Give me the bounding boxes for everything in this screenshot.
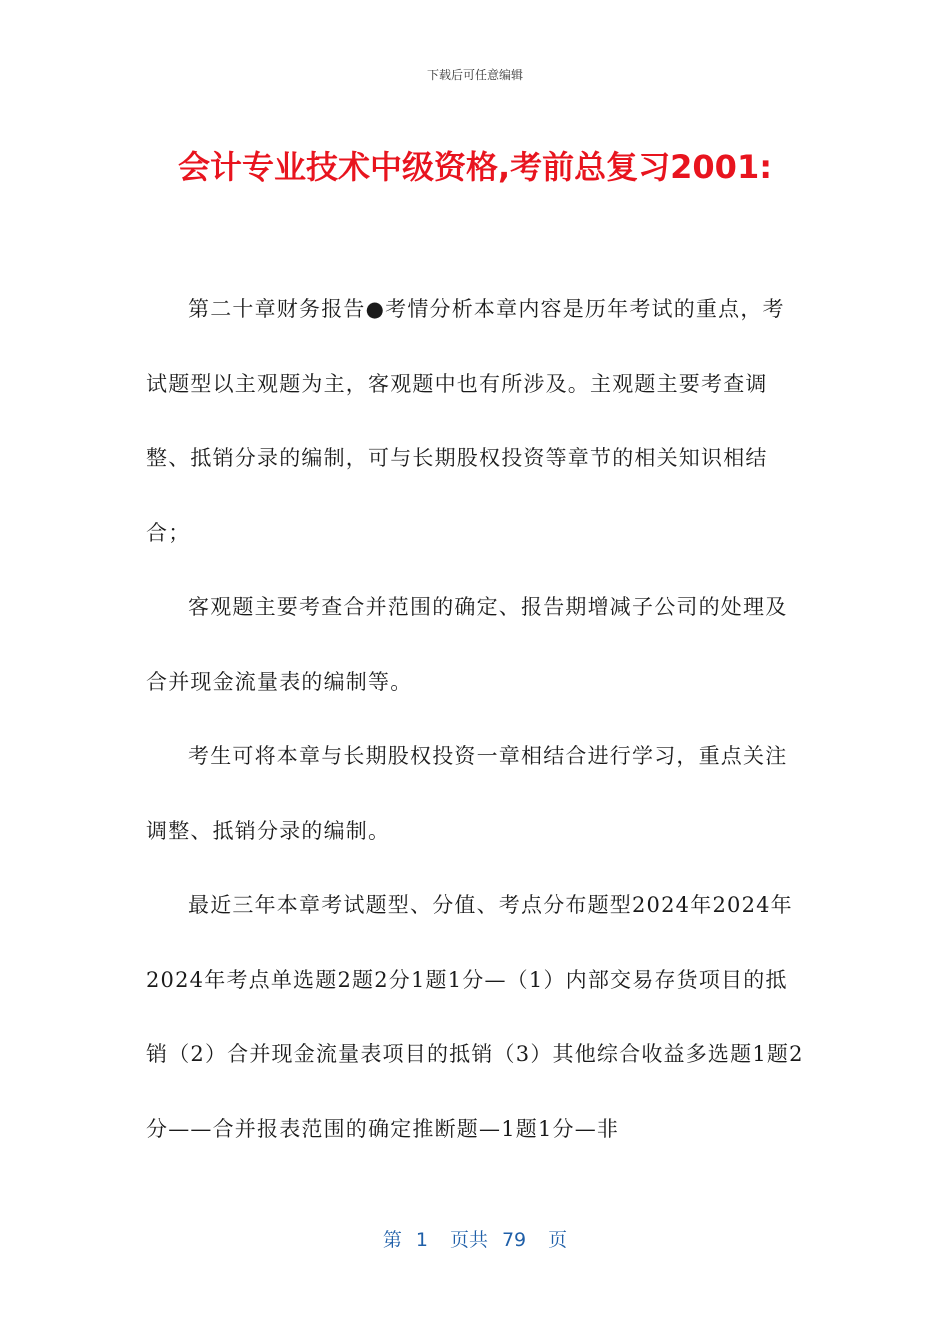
footer-suffix: 页 [548,1229,568,1251]
header-note: 下载后可任意编辑 [426,68,523,82]
paragraph-2: 客观题主要考查合并范围的确定、报告期增减子公司的处理及合并现金流量表的编制等。 [146,595,788,694]
document-title: 会计专业技术中级资格,考前总复习2001: [177,148,773,186]
page-footer [0,1225,950,1252]
paragraph-3: 考生可将本章与长期股权投资一章相结合进行学习，重点关注调整、抵销分录的编制。 [146,744,788,843]
paragraph-4: 最近三年本章考试题型、分值、考点分布题型2024年2024年2024年考点单选题2题2分1题1分—（1）内部交易存货项目的抵销（2）合并现金流量表项目的抵销（3）其他综合收益多选题1题2分——合并报表范围的确定推断题—1题1分—非 [146,893,804,1141]
footer-prefix: 第 [382,1229,402,1251]
footer-page-current: 1 [415,1229,428,1251]
document-body [146,272,806,1166]
footer-middle: 页共 [449,1229,488,1251]
footer-page-total: 79 [501,1229,527,1251]
paragraph-1: 第二十章财务报告●考情分析本章内容是历年考试的重点，考试题型以主观题为主，客观题中也有所涉及。主观题主要考查调整、抵销分录的编制，可与长期股权投资等章节的相关知识相结合； [146,297,785,545]
